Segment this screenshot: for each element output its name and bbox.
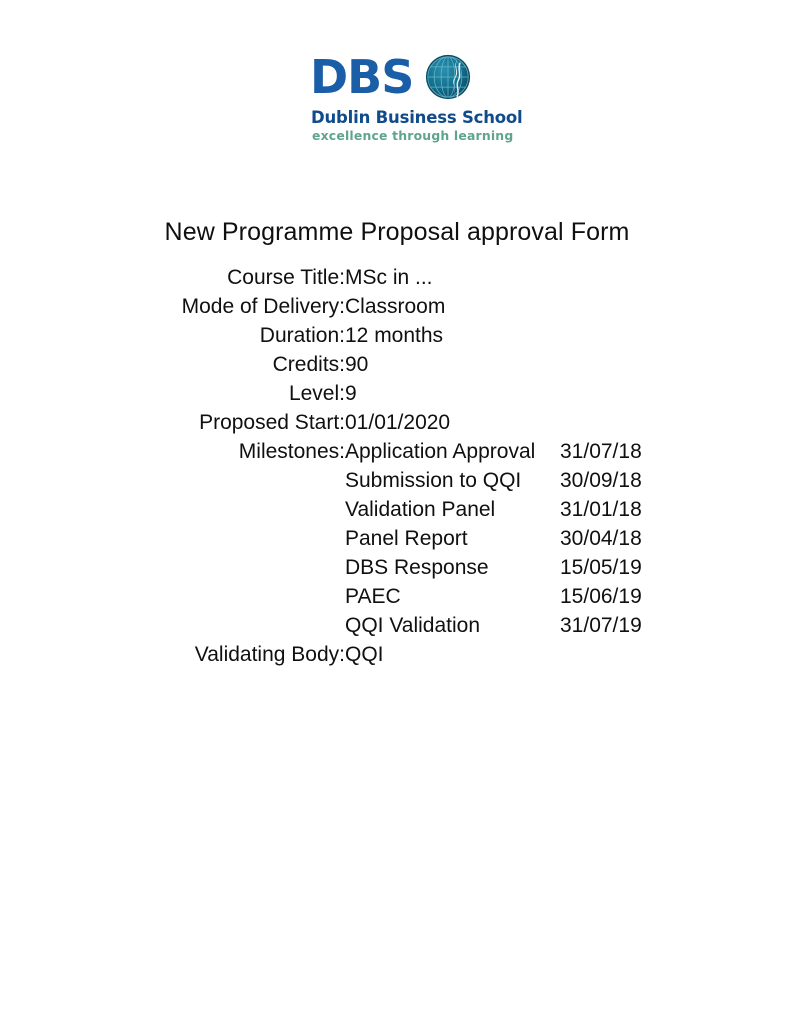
milestone-date: 15/05/19 bbox=[560, 556, 642, 579]
milestone-name: Application Approval bbox=[345, 440, 536, 463]
field-label-proposed-start: Proposed Start: bbox=[199, 411, 345, 434]
globe-icon bbox=[425, 54, 471, 100]
form-row-validating-body bbox=[0, 640, 794, 669]
milestone-name: DBS Response bbox=[345, 556, 489, 579]
milestone-row bbox=[345, 611, 642, 640]
milestone-name: QQI Validation bbox=[345, 614, 481, 637]
milestone-name: PAEC bbox=[345, 585, 401, 608]
logo-school-name: Dublin Business School bbox=[311, 108, 523, 127]
field-label-duration: Duration: bbox=[259, 324, 345, 347]
milestones-body bbox=[345, 437, 642, 640]
field-value-duration: 12 months bbox=[345, 324, 444, 347]
milestone-name: Panel Report bbox=[345, 527, 468, 550]
milestone-date: 30/04/18 bbox=[560, 527, 642, 550]
milestone-date: 31/07/18 bbox=[560, 440, 642, 463]
milestones-table bbox=[345, 437, 642, 640]
form-row-course-title bbox=[0, 263, 794, 292]
milestone-name: Validation Panel bbox=[345, 498, 496, 521]
milestone-row bbox=[345, 582, 642, 611]
dbs-logo bbox=[296, 48, 523, 152]
field-label-credits: Credits: bbox=[272, 353, 345, 376]
form-row-milestones bbox=[0, 437, 794, 640]
field-value-mode-of-delivery: Classroom bbox=[345, 295, 446, 318]
field-label-level: Level: bbox=[288, 382, 345, 405]
milestone-row bbox=[345, 553, 642, 582]
milestone-date: 15/06/19 bbox=[560, 585, 642, 608]
logo-top-row bbox=[310, 50, 471, 104]
milestone-date: 31/01/18 bbox=[560, 498, 642, 521]
form-row-duration bbox=[0, 321, 794, 350]
field-value-level: 9 bbox=[345, 382, 357, 405]
form-row-proposed-start bbox=[0, 408, 794, 437]
form-row-mode-of-delivery bbox=[0, 292, 794, 321]
milestones-cell bbox=[345, 437, 794, 640]
field-value-credits: 90 bbox=[345, 353, 369, 376]
field-label-validating-body: Validating Body: bbox=[194, 643, 345, 666]
page-title: New Programme Proposal approval Form bbox=[164, 218, 630, 246]
field-value-validating-body: QQI bbox=[345, 643, 384, 666]
milestone-row bbox=[345, 495, 642, 524]
logo-wordmark: DBS bbox=[310, 50, 414, 104]
form-row-level bbox=[0, 379, 794, 408]
milestone-date: 31/07/19 bbox=[560, 614, 642, 637]
field-label-milestones: Milestones: bbox=[238, 440, 345, 463]
proposal-form-table bbox=[0, 263, 794, 669]
milestone-row bbox=[345, 524, 642, 553]
form-row-credits bbox=[0, 350, 794, 379]
field-value-course-title: MSc in ... bbox=[345, 266, 433, 289]
field-value-proposed-start: 01/01/2020 bbox=[345, 411, 451, 434]
milestone-row bbox=[345, 466, 642, 495]
form-body bbox=[0, 263, 794, 669]
field-label-course-title: Course Title: bbox=[227, 266, 345, 289]
milestone-date: 30/09/18 bbox=[560, 469, 642, 492]
field-label-mode-of-delivery: Mode of Delivery: bbox=[181, 295, 345, 318]
milestone-row bbox=[345, 437, 642, 466]
logo-tagline: excellence through learning bbox=[312, 128, 514, 143]
milestone-name: Submission to QQI bbox=[345, 469, 522, 492]
